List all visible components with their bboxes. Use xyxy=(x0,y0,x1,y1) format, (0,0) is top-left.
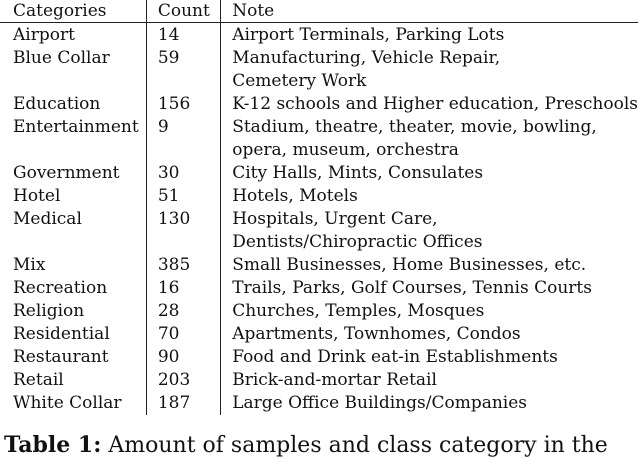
category-cell: Airport xyxy=(13,25,75,45)
count-cell: 59 xyxy=(146,47,220,93)
table-row xyxy=(0,369,638,392)
table-row xyxy=(0,254,638,277)
note-line: Hotels, Motels xyxy=(232,186,358,206)
note-line: Trails, Parks, Golf Courses, Tennis Courts xyxy=(232,278,592,298)
header-count: Count xyxy=(146,0,220,23)
count-cell: 385 xyxy=(146,254,220,277)
note-cell xyxy=(221,369,638,392)
table-row xyxy=(0,23,638,48)
count-cell: 90 xyxy=(146,346,220,369)
note-line: K-12 schools and Higher education, Preschools xyxy=(232,94,638,114)
note-line: Hospitals, Urgent Care, xyxy=(232,209,438,229)
caption-text: Amount of samples and class category in the xyxy=(108,433,608,458)
category-cell: Restaurant xyxy=(13,347,109,367)
note-line: Cemetery Work xyxy=(232,71,367,91)
header-categories: Categories xyxy=(0,0,146,23)
count-cell: 51 xyxy=(146,185,220,208)
note-line: Food and Drink eat-in Establishments xyxy=(232,347,558,367)
note-cell xyxy=(221,300,638,323)
note-line: opera, museum, orchestra xyxy=(232,140,459,160)
count-cell: 14 xyxy=(146,23,220,48)
table-row xyxy=(0,323,638,346)
category-cell: Entertainment xyxy=(13,117,139,137)
table-row xyxy=(0,346,638,369)
category-cell: Medical xyxy=(13,209,82,229)
table-row xyxy=(0,162,638,185)
category-cell: Mix xyxy=(13,255,46,275)
table-row xyxy=(0,116,638,162)
note-line: Brick-and-mortar Retail xyxy=(232,370,437,390)
count-cell: 203 xyxy=(146,369,220,392)
note-line: Small Businesses, Home Businesses, etc. xyxy=(232,255,587,275)
table-row xyxy=(0,392,638,415)
count-cell: 187 xyxy=(146,392,220,415)
note-cell xyxy=(221,47,638,93)
table-caption xyxy=(4,432,608,459)
category-cell: Residential xyxy=(13,324,110,344)
table-row xyxy=(0,47,638,93)
table-row xyxy=(0,300,638,323)
note-cell xyxy=(221,323,638,346)
count-cell: 9 xyxy=(146,116,220,162)
note-cell xyxy=(221,208,638,254)
count-cell: 16 xyxy=(146,277,220,300)
note-cell xyxy=(221,277,638,300)
note-line: Churches, Temples, Mosques xyxy=(232,301,485,321)
note-cell xyxy=(221,346,638,369)
table-body xyxy=(0,23,638,416)
category-cell: Retail xyxy=(13,370,64,390)
table-row xyxy=(0,277,638,300)
table-row xyxy=(0,208,638,254)
category-cell: Government xyxy=(13,163,120,183)
header-note: Note xyxy=(221,0,638,23)
note-cell xyxy=(221,93,638,116)
table-row xyxy=(0,93,638,116)
note-cell xyxy=(221,185,638,208)
note-line: City Halls, Mints, Consulates xyxy=(232,163,484,183)
note-cell xyxy=(221,254,638,277)
note-line: Apartments, Townhomes, Condos xyxy=(232,324,521,344)
table-row xyxy=(0,185,638,208)
count-cell: 70 xyxy=(146,323,220,346)
category-cell: Religion xyxy=(13,301,85,321)
note-line: Stadium, theatre, theater, movie, bowling, xyxy=(232,117,597,137)
count-cell: 156 xyxy=(146,93,220,116)
note-line: Airport Terminals, Parking Lots xyxy=(232,25,505,45)
count-cell: 30 xyxy=(146,162,220,185)
caption-label: Table 1: xyxy=(4,432,102,458)
note-cell xyxy=(221,116,638,162)
count-cell: 130 xyxy=(146,208,220,254)
note-line: Large Office Buildings/Companies xyxy=(232,393,528,413)
category-cell: Recreation xyxy=(13,278,108,298)
category-cell: Blue Collar xyxy=(13,48,110,68)
category-cell: Hotel xyxy=(13,186,61,206)
note-line: Dentists/Chiropractic Offices xyxy=(232,232,483,252)
note-cell xyxy=(221,23,638,48)
category-cell: Education xyxy=(13,94,101,114)
note-cell xyxy=(221,162,638,185)
category-cell: White Collar xyxy=(13,393,122,413)
count-cell: 28 xyxy=(146,300,220,323)
note-line: Manufacturing, Vehicle Repair, xyxy=(232,48,501,68)
table-header-row xyxy=(0,0,638,23)
note-cell xyxy=(221,392,638,415)
